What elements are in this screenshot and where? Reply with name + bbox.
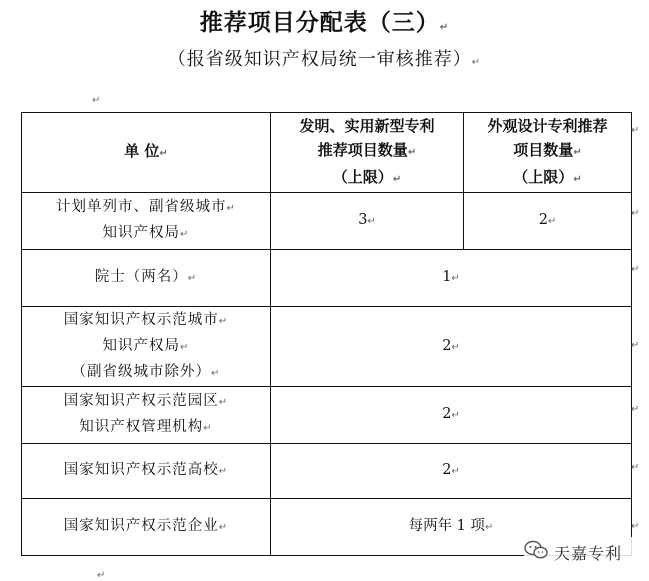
watermark	[524, 537, 640, 567]
row-quota-value: 2↵	[271, 444, 632, 499]
table-row	[22, 387, 632, 444]
header-design-quota: 外观设计专利推荐 项目数量↵ （上限）↵	[464, 113, 632, 193]
allocation-table	[21, 112, 632, 556]
paragraph-mark: ↵	[631, 125, 640, 136]
wechat-icon	[524, 540, 548, 564]
table-row	[22, 250, 632, 307]
row-quota-value: 2↵	[271, 307, 632, 387]
paragraph-mark: ↵	[631, 404, 640, 415]
table-header-row	[22, 113, 632, 193]
table-row	[22, 444, 632, 499]
row-unit: 国家知识产权示范园区↵ 知识产权管理机构↵	[22, 387, 271, 444]
page-subtitle: （报省级知识产权局统一审核推荐）↵	[167, 49, 482, 70]
row-quota-value: 2↵	[271, 387, 632, 444]
header-invention-quota: 发明、实用新型专利 推荐项目数量↵ （上限）↵	[271, 113, 464, 193]
header-unit: 单 位↵	[22, 113, 271, 193]
row-invention-value: 3↵	[271, 193, 464, 250]
paragraph-mark: ↵	[631, 340, 640, 351]
paragraph-mark: ↵	[631, 208, 640, 219]
paragraph-mark: ↵	[631, 462, 640, 473]
watermark-label: 天嘉专利	[554, 543, 623, 563]
row-unit: 计划单列市、副省级城市↵ 知识产权局↵	[22, 193, 271, 250]
table-row	[22, 307, 632, 387]
paragraph-mark: ↵	[631, 264, 640, 275]
row-unit: 院士（两名）↵	[22, 250, 271, 307]
row-unit: 国家知识产权示范企业↵	[22, 499, 271, 556]
row-quota-value: 1↵	[271, 250, 632, 307]
row-quota-value: 每两年 1 项↵	[271, 499, 632, 556]
paragraph-mark: ↵	[631, 521, 640, 532]
row-design-value: 2↵	[464, 193, 632, 250]
paragraph-mark: ↵	[97, 570, 106, 581]
paragraph-mark: ↵	[92, 95, 101, 106]
row-unit: 国家知识产权示范城市↵ 知识产权局↵ （副省级城市除外）↵	[22, 307, 271, 387]
table-row	[22, 193, 632, 250]
page-title: 推荐项目分配表（三）↵	[199, 10, 450, 36]
row-unit: 国家知识产权示范高校↵	[22, 444, 271, 499]
